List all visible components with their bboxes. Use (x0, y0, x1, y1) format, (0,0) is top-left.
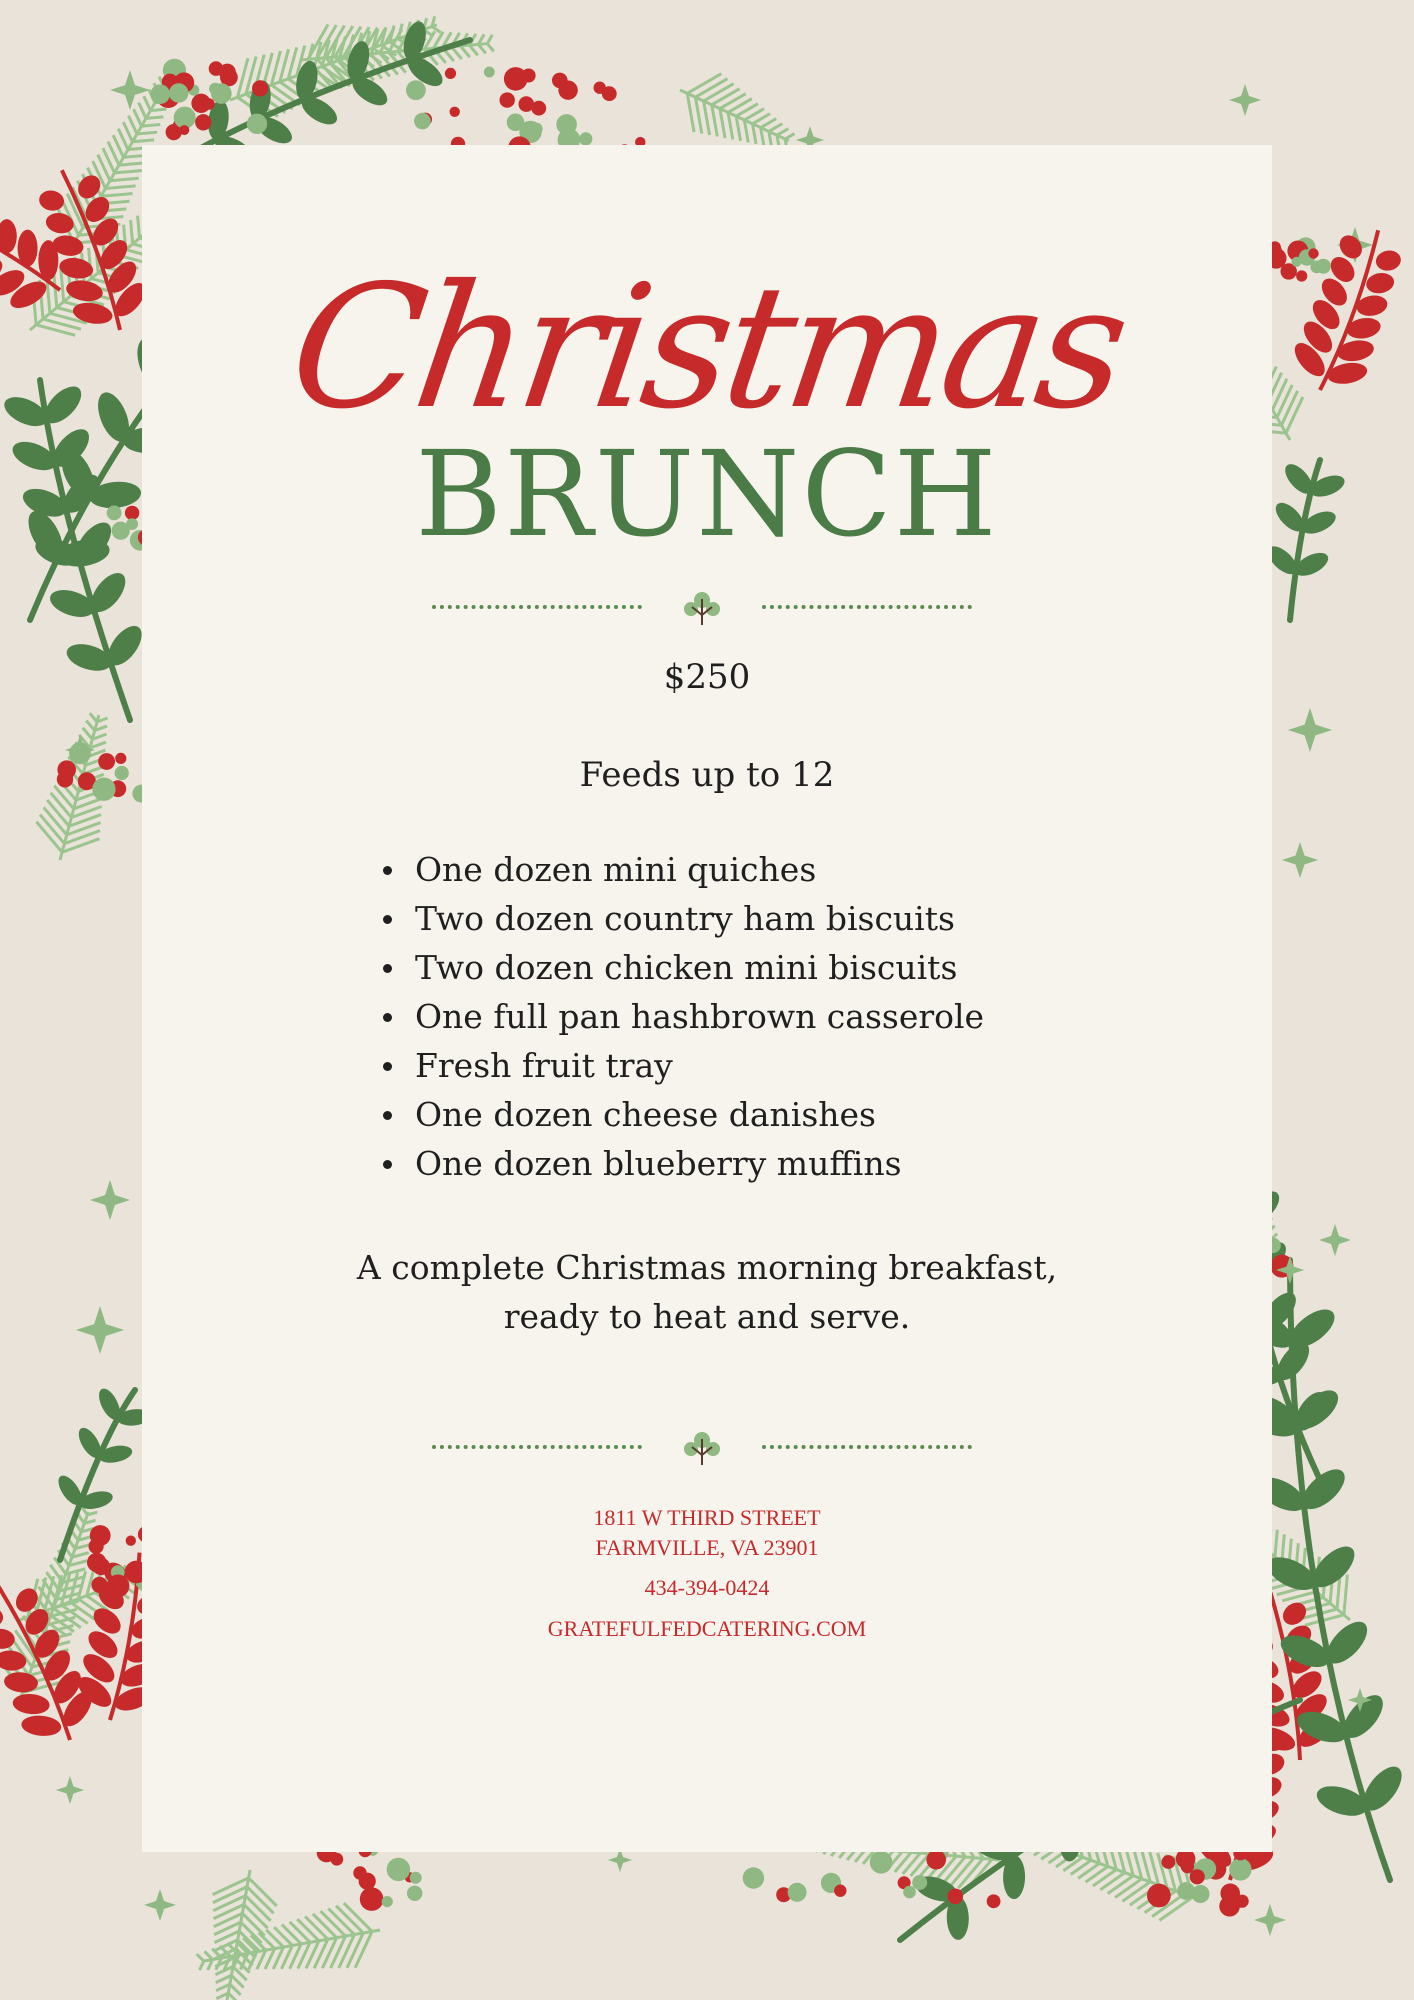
berry-icon (98, 753, 115, 770)
description (142, 1243, 1272, 1341)
star-icon (1282, 842, 1318, 878)
berry-icon (407, 1886, 422, 1901)
description-line-1: A complete Christmas morning breakfast, (356, 1248, 1058, 1287)
holly-sprig-icon (680, 1427, 724, 1467)
berry-icon (247, 114, 267, 134)
divider-dots-right (762, 605, 972, 609)
berry-icon (558, 81, 577, 100)
berry-icon (91, 1577, 107, 1593)
berry-icon (834, 1885, 846, 1897)
berry-icon (115, 753, 126, 764)
title-script: Christmas (279, 249, 1135, 447)
berry-icon (870, 1851, 893, 1874)
menu-content (142, 145, 1272, 1852)
serves-text: Feeds up to 12 (579, 755, 835, 795)
menu-list (377, 845, 984, 1188)
berry-icon (926, 1850, 946, 1870)
berry-icon (150, 84, 170, 104)
berry-icon (1220, 1884, 1240, 1904)
berry-icon (115, 766, 129, 780)
berry-icon (179, 125, 189, 135)
menu-item: One dozen blueberry muffins (377, 1139, 984, 1188)
berry-icon (57, 760, 76, 779)
berry-icon (531, 101, 546, 116)
berry-icon (1177, 1882, 1195, 1900)
holly-sprig-icon (680, 587, 724, 627)
star-icon (1254, 1904, 1286, 1936)
address-line-1: 1811 W THIRD STREET (593, 1505, 821, 1530)
berry-icon (1296, 270, 1307, 281)
menu-item: One dozen cheese danishes (377, 1090, 984, 1139)
berry-icon (1147, 1884, 1171, 1908)
title-block: BRUNCH (415, 425, 999, 563)
description-line-2: ready to heat and serve. (503, 1297, 911, 1336)
menu-item: One full pan hashbrown casserole (377, 992, 984, 1041)
berry-icon (214, 91, 225, 102)
divider-top (432, 587, 972, 627)
berry-icon (912, 1875, 927, 1890)
berry-icon (504, 67, 528, 91)
berry-icon (743, 1867, 764, 1888)
berry-icon (579, 132, 592, 145)
berry-icon (788, 1883, 807, 1902)
berry-icon (1310, 261, 1323, 274)
berry-icon (126, 1536, 136, 1546)
berry-icon (191, 94, 210, 113)
divider-dots-left (432, 1445, 642, 1449)
berry-icon (125, 506, 139, 520)
berry-icon (1229, 1858, 1251, 1880)
berry-icon (87, 1553, 106, 1572)
berry-icon (987, 1894, 1001, 1908)
star-icon (76, 1306, 124, 1354)
menu-item: One dozen mini quiches (377, 845, 984, 894)
star-icon (144, 1889, 176, 1921)
berry-icon (387, 1858, 410, 1881)
berry-icon (556, 114, 577, 135)
berry-icon (382, 1896, 393, 1907)
star-icon (1319, 1224, 1351, 1256)
berry-icon (89, 1539, 104, 1554)
divider-dots-right (762, 1445, 972, 1449)
address-line-2: FARMVILLE, VA 23901 (595, 1535, 819, 1560)
menu-item: Fresh fruit tray (377, 1041, 984, 1090)
berry-icon (602, 86, 617, 101)
price: $250 (663, 657, 751, 697)
berry-icon (406, 80, 426, 100)
star-icon (1229, 84, 1261, 116)
address (142, 1503, 1272, 1563)
menu-item: Two dozen country ham biscuits (377, 894, 984, 943)
menu-item: Two dozen chicken mini biscuits (377, 943, 984, 992)
berry-icon (195, 114, 211, 130)
berry-icon (484, 67, 495, 78)
berry-icon (209, 61, 224, 76)
berry-icon (1308, 248, 1318, 258)
star-icon (1288, 708, 1332, 752)
berry-icon (107, 506, 122, 521)
berry-icon (169, 83, 189, 103)
star-icon (110, 70, 150, 110)
berry-icon (359, 1873, 376, 1890)
berry-icon (948, 1889, 964, 1905)
berry-icon (107, 1575, 130, 1598)
star-icon (90, 1180, 130, 1220)
website-link: GRATEFULFEDCATERING.COM (547, 1616, 867, 1641)
berry-icon (252, 80, 268, 96)
star-icon (65, 735, 95, 765)
berry-icon (450, 107, 460, 117)
berry-icon (903, 1886, 916, 1899)
berry-icon (1162, 1855, 1176, 1869)
phone-number: 434-394-0424 (644, 1575, 770, 1600)
berry-icon (414, 113, 431, 130)
divider-bottom (432, 1427, 972, 1467)
berry-icon (445, 68, 456, 79)
berry-icon (126, 518, 138, 530)
berry-icon (410, 1872, 422, 1884)
berry-icon (92, 778, 115, 801)
berry-icon (1292, 257, 1302, 267)
berry-icon (1289, 247, 1299, 257)
divider-dots-left (432, 605, 642, 609)
berry-icon (360, 1887, 384, 1911)
berry-icon (500, 92, 515, 107)
star-icon (56, 1776, 84, 1804)
